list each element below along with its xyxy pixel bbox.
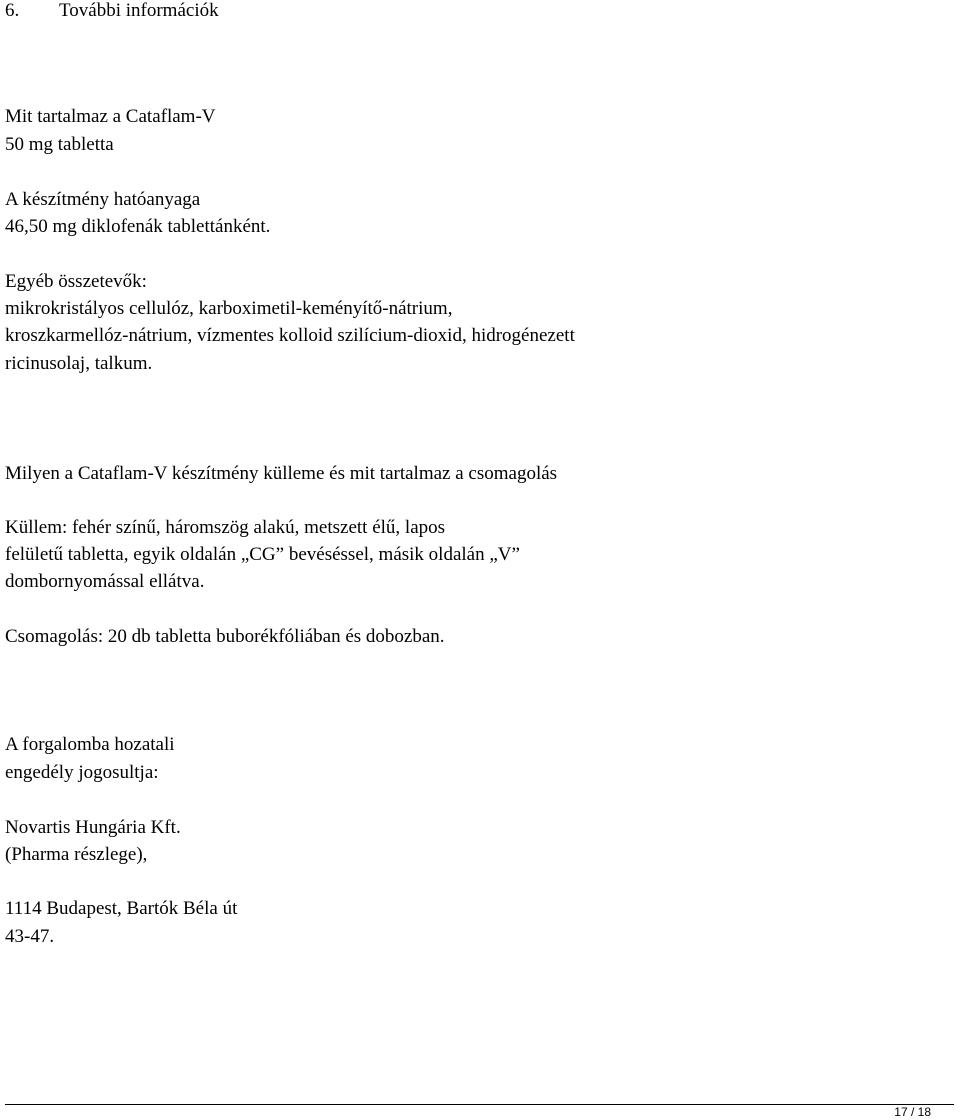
holder-name-line-2: (Pharma részlege), [5, 844, 148, 865]
section-number: 6. [5, 0, 20, 21]
contents-question-line-1: Mit tartalmaz a Cataflam-V [5, 106, 216, 127]
appearance-line-2: felületű tabletta, egyik oldalán „CG” bevéséssel, másik oldalán „V” [5, 544, 520, 565]
other-ingredients-heading: Egyéb összetevők: [5, 271, 147, 292]
other-ingredients-line-2: kroszkarmellóz-nátrium, vízmentes kolloid szilícium-dioxid, hidrogénezett [5, 325, 575, 346]
section-title: További információk [59, 0, 219, 21]
packaging-text: Csomagolás: 20 db tabletta buborékfóliában és dobozban. [5, 626, 445, 647]
page-number: 17 / 18 [894, 1105, 931, 1119]
other-ingredients-line-1: mikrokristályos cellulóz, karboximetil-keményítő-nátrium, [5, 298, 453, 319]
footer-divider [5, 1104, 954, 1105]
other-ingredients-line-3: ricinusolaj, talkum. [5, 353, 153, 374]
holder-address-line-2: 43-47. [5, 926, 55, 947]
holder-name-line-1: Novartis Hungária Kft. [5, 817, 181, 838]
holder-heading-line-2: engedély jogosultja: [5, 762, 159, 783]
appearance-line-3: dombornyomással ellátva. [5, 571, 205, 592]
active-ingredient-heading: A készítmény hatóanyaga [5, 189, 201, 210]
contents-question-line-2: 50 mg tabletta [5, 134, 114, 155]
appearance-question: Milyen a Cataflam-V készítmény külleme és mit tartalmaz a csomagolás [5, 463, 558, 484]
active-ingredient-text: 46,50 mg diklofenák tablettánként. [5, 216, 271, 237]
holder-address-line-1: 1114 Budapest, Bartók Béla út [5, 898, 238, 919]
appearance-line-1: Küllem: fehér színű, háromszög alakú, metszett élű, lapos [5, 517, 446, 538]
holder-heading-line-1: A forgalomba hozatali [5, 734, 175, 755]
